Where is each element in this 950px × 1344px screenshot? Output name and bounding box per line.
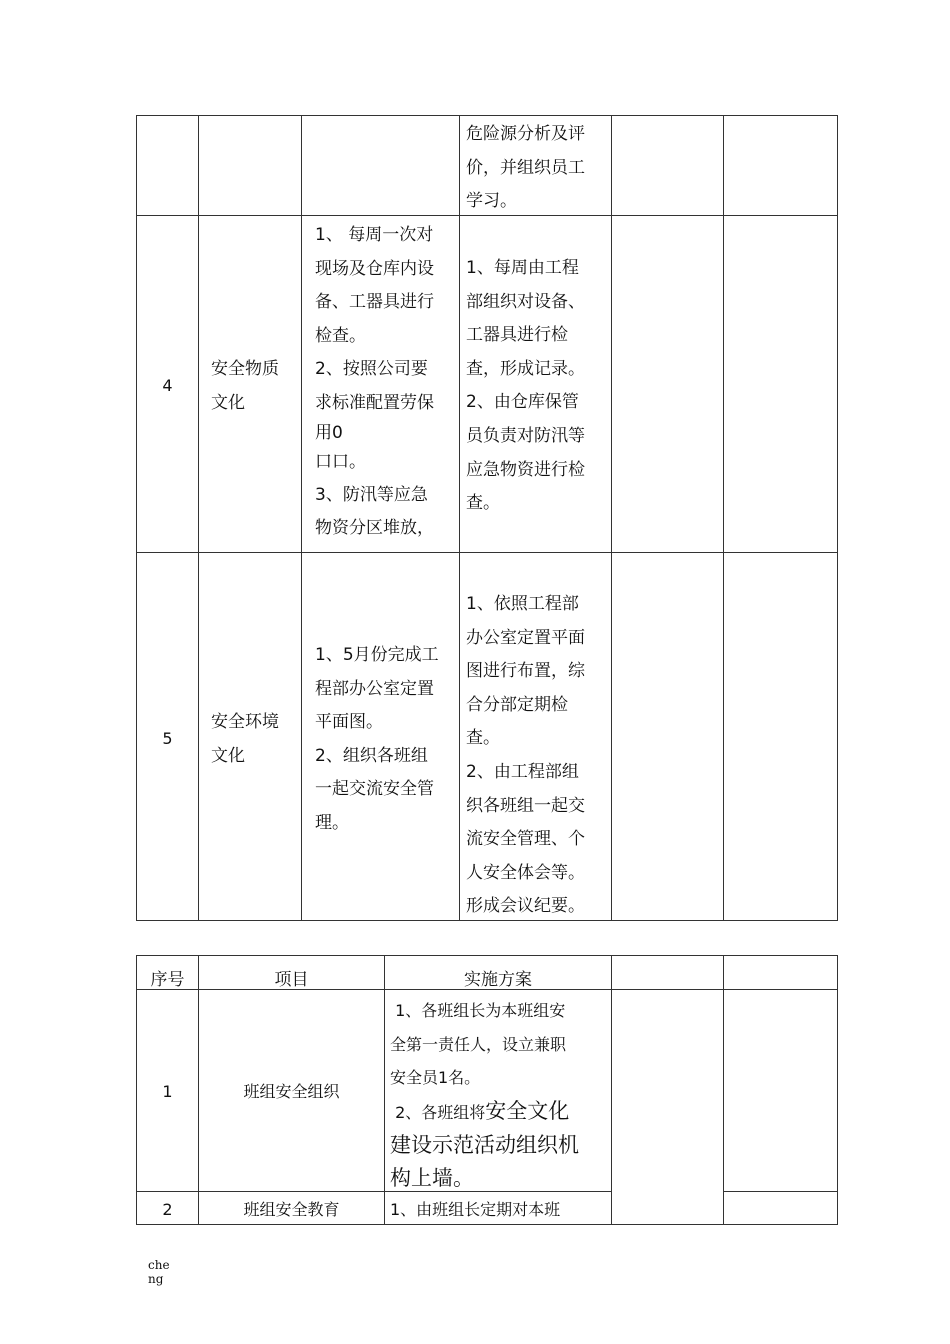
table-border: [136, 955, 838, 956]
cell-line: 形成会议纪要。: [466, 896, 585, 917]
header-item: 项目: [274, 970, 309, 990]
table-border: [723, 955, 724, 1225]
table-cell-plan: 1、由班组长定期对本班: [390, 1200, 561, 1219]
cell-line: 人安全体会等。: [466, 862, 585, 883]
cell-line: 1、每周由工程: [466, 258, 579, 278]
table-border: [837, 115, 838, 921]
cell-text-large: 安全文化: [485, 1098, 570, 1123]
table-cell-item: 班组安全教育: [243, 1200, 340, 1219]
row-number: 1: [162, 1082, 173, 1101]
cell-line: 安全物质: [211, 359, 279, 379]
table-cell-measures: [466, 252, 611, 521]
cell-line: 1、 每周一次对: [315, 225, 434, 245]
cell-line: 用0: [315, 422, 343, 443]
cell-line: 安全环境: [211, 712, 279, 732]
cell-line: 流安全管理、个: [466, 829, 585, 850]
cell-line: 求标准配置劳保: [315, 392, 434, 413]
cell-line: 员负责对防汛等: [466, 425, 585, 446]
cell-line: 1、5月份完成工: [315, 645, 439, 665]
row-number: 4: [162, 376, 173, 395]
cell-line: 全第一责任人，设立兼职: [390, 1034, 567, 1054]
footer-text: [148, 1258, 170, 1286]
table-cell-plan: [315, 219, 458, 546]
cell-line: 理。: [315, 812, 349, 833]
table-border: [136, 115, 838, 116]
row-number: 2: [162, 1200, 173, 1219]
table-cell-plan: [390, 994, 610, 1195]
header-plan: 实施方案: [464, 970, 532, 990]
table-border: [611, 955, 612, 1225]
cell-line: 办公室定置平面: [466, 627, 585, 648]
table-border: [723, 115, 724, 921]
footer-line: ng: [148, 1272, 164, 1286]
cell-line: 查，形成记录。: [466, 358, 585, 379]
table-cell-item: 班组安全组织: [243, 1082, 340, 1101]
cell-line: 应急物资进行检: [466, 459, 585, 480]
cell-line: 检查。: [315, 325, 366, 346]
cell-text: 2、各班组将: [390, 1102, 486, 1122]
cell-line: 口口。: [315, 451, 366, 472]
cell-line: 工器具进行检: [466, 325, 568, 346]
cell-line: 一起交流安全管: [315, 779, 434, 800]
cell-line: 价，并组织员工: [466, 157, 585, 178]
table-cell-measures: [466, 118, 608, 219]
cell-line: 现场及仓库内设: [315, 258, 434, 279]
cell-line: 2、按照公司要: [315, 359, 428, 380]
cell-line: 2、由工程部组: [466, 761, 579, 782]
cell-line: 查。: [466, 493, 500, 514]
table-cell-plan: [315, 639, 458, 841]
table-border: [459, 115, 460, 921]
cell-line: 建设示范活动组织机: [390, 1133, 579, 1158]
table-border: [723, 1191, 838, 1192]
cell-line: 文化: [211, 745, 245, 766]
table-border: [611, 115, 612, 921]
cell-line: 部组织对设备、: [466, 291, 585, 312]
cell-line: 备、工器具进行: [315, 292, 434, 313]
cell-line: 2、由仓库保管: [466, 392, 579, 413]
cell-line: 3、防汛等应急: [315, 484, 428, 505]
cell-line: 图进行布置，综: [466, 661, 585, 682]
cell-line: 文化: [211, 392, 245, 413]
header-num: 序号: [150, 970, 185, 990]
table-cell-measures: [466, 588, 611, 924]
table-cell-item: [211, 706, 299, 773]
cell-line: 安全员1名。: [390, 1068, 481, 1088]
row-number: 5: [162, 729, 173, 748]
cell-line: 构上墙。: [390, 1166, 474, 1191]
table-cell-item: [211, 353, 299, 420]
table-border: [136, 115, 137, 921]
table-border: [198, 115, 199, 921]
cell-line: 1、各班组长为本班组安: [390, 1001, 566, 1020]
table-border: [301, 115, 302, 921]
table-border: [136, 552, 838, 553]
cell-line: 2、组织各班组: [315, 745, 428, 766]
cell-line: 1、依照工程部: [466, 594, 579, 614]
cell-line: 织各班组一起交: [466, 795, 585, 816]
table-border: [384, 955, 385, 1225]
cell-line: 程部办公室定置: [315, 678, 434, 699]
cell-line: 查。: [466, 728, 500, 749]
cell-line: 平面图。: [315, 712, 383, 733]
cell-line: 合分部定期检: [466, 694, 568, 715]
table-border: [837, 955, 838, 1225]
cell-line: [390, 1095, 610, 1130]
footer-line: che: [148, 1258, 170, 1272]
cell-line: 学习。: [466, 191, 517, 212]
cell-line: 物资分区堆放，: [315, 518, 434, 539]
cell-line: 危险源分析及评: [466, 124, 585, 144]
